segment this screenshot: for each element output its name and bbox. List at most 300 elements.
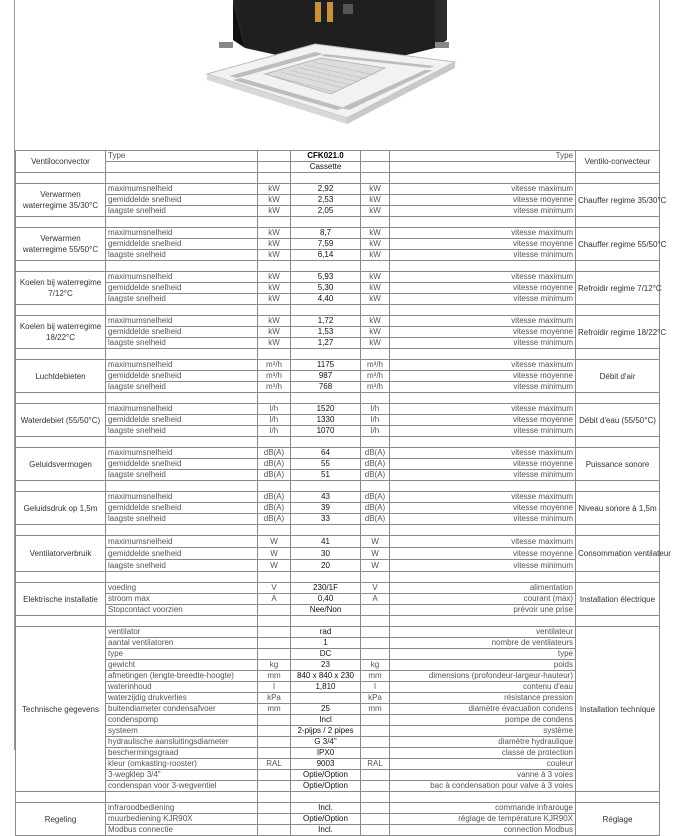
unit-left xyxy=(258,803,291,814)
group-label-nl: Ventilatorverbruik xyxy=(16,536,106,572)
param-nl: waterzijdig drukverlies xyxy=(106,693,258,704)
param-nl: laagste snelheid xyxy=(106,206,258,217)
value: 55 xyxy=(291,459,361,470)
unit-right: m³/h xyxy=(361,371,390,382)
param-nl: Stopcontact voorzien xyxy=(106,605,258,616)
unit-left: kW xyxy=(258,228,291,239)
unit-right: dB(A) xyxy=(361,459,390,470)
unit-left: kW xyxy=(258,316,291,327)
param-fr: vitesse moyenne xyxy=(390,283,576,294)
unit-left xyxy=(258,825,291,836)
param-nl: maximumsnelheid xyxy=(106,316,258,327)
param-fr: classe de protection xyxy=(390,748,576,759)
unit-right: kW xyxy=(361,184,390,195)
unit-right xyxy=(361,814,390,825)
param-nl: maximumsnelheid xyxy=(106,404,258,415)
unit-left: m³/h xyxy=(258,382,291,393)
group-separator xyxy=(16,305,660,316)
unit-left xyxy=(258,770,291,781)
header-subrow xyxy=(16,162,660,173)
unit-right: kW xyxy=(361,272,390,283)
param-fr: vitesse minimum xyxy=(390,250,576,261)
group-separator xyxy=(16,261,660,272)
spec-row xyxy=(16,470,660,481)
group-label-nl: Technische gegevens xyxy=(16,627,106,792)
param-nl: laagste snelheid xyxy=(106,560,258,572)
spec-row xyxy=(16,715,660,726)
param-nl: maximumsnelheid xyxy=(106,272,258,283)
group-separator xyxy=(16,217,660,228)
group-separator xyxy=(16,393,660,404)
param-nl: laagste snelheid xyxy=(106,426,258,437)
unit-right: dB(A) xyxy=(361,514,390,525)
spec-row xyxy=(16,671,660,682)
param-fr: vanne à 3 voies xyxy=(390,770,576,781)
param-fr: diamètre hydraulique xyxy=(390,737,576,748)
value: 0,40 xyxy=(291,594,361,605)
spec-row xyxy=(16,693,660,704)
value: 768 xyxy=(291,382,361,393)
param-fr: vitesse minimum xyxy=(390,382,576,393)
value: 230/1F xyxy=(291,583,361,594)
param-nl: gemiddelde snelheid xyxy=(106,195,258,206)
param-fr: alimentation xyxy=(390,583,576,594)
group-label-fr: Chauffer regime 55/50°C xyxy=(576,228,660,261)
spec-row xyxy=(16,682,660,693)
param-nl: maximumsnelheid xyxy=(106,228,258,239)
type-label-nl: Type xyxy=(106,151,258,162)
spec-row xyxy=(16,382,660,393)
unit-right: kW xyxy=(361,316,390,327)
spec-row xyxy=(16,426,660,437)
group-label-fr: Refroidir regime 18/22°C xyxy=(576,316,660,349)
value: 33 xyxy=(291,514,361,525)
param-fr: vitesse minimum xyxy=(390,338,576,349)
unit-left: dB(A) xyxy=(258,492,291,503)
spec-row xyxy=(16,184,660,195)
spec-row xyxy=(16,781,660,792)
param-nl: laagste snelheid xyxy=(106,470,258,481)
group-label-nl: Elektrische installatie xyxy=(16,583,106,616)
unit-right: W xyxy=(361,560,390,572)
param-fr: résistance pression xyxy=(390,693,576,704)
unit-left: l/h xyxy=(258,426,291,437)
value: 51 xyxy=(291,470,361,481)
param-fr: vitesse maximum xyxy=(390,316,576,327)
param-fr: vitesse minimum xyxy=(390,426,576,437)
param-fr: vitesse moyenne xyxy=(390,415,576,426)
unit-left: kPa xyxy=(258,693,291,704)
group-label-fr: Débit d'eau (55/50°C) xyxy=(576,404,660,437)
unit-right: kPa xyxy=(361,693,390,704)
value: 8,7 xyxy=(291,228,361,239)
header-row xyxy=(16,151,660,162)
param-nl: laagste snelheid xyxy=(106,250,258,261)
unit-left xyxy=(258,715,291,726)
value: Optie/Option xyxy=(291,770,361,781)
param-fr: vitesse moyenne xyxy=(390,503,576,514)
unit-left: kW xyxy=(258,206,291,217)
param-fr: ventilateur xyxy=(390,627,576,638)
spec-row xyxy=(16,316,660,327)
spec-row xyxy=(16,726,660,737)
group-label-fr: Niveau sonore à 1,5m xyxy=(576,492,660,525)
value: Optie/Option xyxy=(291,781,361,792)
value: 1,53 xyxy=(291,327,361,338)
value: 840 x 840 x 230 xyxy=(291,671,361,682)
param-nl: buitendiameter condensafvoer xyxy=(106,704,258,715)
value: 1 xyxy=(291,638,361,649)
unit-left xyxy=(258,737,291,748)
unit-left: A xyxy=(258,594,291,605)
value: 2,92 xyxy=(291,184,361,195)
param-fr: vitesse moyenne xyxy=(390,327,576,338)
unit-right: RAL xyxy=(361,759,390,770)
spec-row xyxy=(16,560,660,572)
unit-left: kW xyxy=(258,338,291,349)
unit-left: kW xyxy=(258,294,291,305)
param-fr: vitesse maximum xyxy=(390,404,576,415)
group-label-nl: Waterdebiet (55/50°C) xyxy=(16,404,106,437)
unit-right: kg xyxy=(361,660,390,671)
spec-row xyxy=(16,327,660,338)
spec-row xyxy=(16,770,660,781)
param-nl: maximumsnelheid xyxy=(106,536,258,548)
param-fr: vitesse minimum xyxy=(390,206,576,217)
spec-row xyxy=(16,294,660,305)
unit-right: kW xyxy=(361,327,390,338)
unit-left: dB(A) xyxy=(258,448,291,459)
unit-right xyxy=(361,825,390,836)
unit-right: kW xyxy=(361,338,390,349)
spec-row xyxy=(16,825,660,836)
param-fr: dimensions (profondeur-largeur-hauteur) xyxy=(390,671,576,682)
value: Incl. xyxy=(291,803,361,814)
param-nl: stroom max xyxy=(106,594,258,605)
unit-right: dB(A) xyxy=(361,503,390,514)
spec-row xyxy=(16,627,660,638)
param-nl: gemiddelde snelheid xyxy=(106,415,258,426)
unit-right: m³/h xyxy=(361,360,390,371)
value: 1,810 xyxy=(291,682,361,693)
group-label-fr: Refroidir regime 7/12°C xyxy=(576,272,660,305)
unit-left xyxy=(258,638,291,649)
spec-row xyxy=(16,638,660,649)
group-label-fr: Installation technique xyxy=(576,627,660,792)
unit-right: l/h xyxy=(361,415,390,426)
unit-left xyxy=(258,605,291,616)
param-fr: courant (max) xyxy=(390,594,576,605)
unit-left: dB(A) xyxy=(258,514,291,525)
value: 987 xyxy=(291,371,361,382)
unit-right xyxy=(361,748,390,759)
spec-row xyxy=(16,536,660,548)
spec-row xyxy=(16,503,660,514)
unit-left: dB(A) xyxy=(258,459,291,470)
unit-right xyxy=(361,781,390,792)
spec-row xyxy=(16,338,660,349)
param-fr: poids xyxy=(390,660,576,671)
spec-row xyxy=(16,737,660,748)
group-label-fr: Réglage xyxy=(576,803,660,836)
unit-right xyxy=(361,649,390,660)
unit-right: kW xyxy=(361,283,390,294)
param-fr: contenu d'eau xyxy=(390,682,576,693)
unit-right: mm xyxy=(361,671,390,682)
unit-right: m³/h xyxy=(361,382,390,393)
value: Incl xyxy=(291,715,361,726)
param-nl: systeem xyxy=(106,726,258,737)
unit-left xyxy=(258,627,291,638)
value xyxy=(291,693,361,704)
value: 43 xyxy=(291,492,361,503)
param-fr: réglage de température KJR90X xyxy=(390,814,576,825)
unit-left: mm xyxy=(258,704,291,715)
param-nl: muurbediening KJR90X xyxy=(106,814,258,825)
group-separator xyxy=(16,525,660,536)
value: 20 xyxy=(291,560,361,572)
value: rad xyxy=(291,627,361,638)
unit-left: mm xyxy=(258,671,291,682)
param-fr: vitesse maximum xyxy=(390,228,576,239)
group-label-nl: Luchtdebieten xyxy=(16,360,106,393)
unit-left: W xyxy=(258,536,291,548)
value: 41 xyxy=(291,536,361,548)
unit-left: m³/h xyxy=(258,360,291,371)
param-nl: Modbus connectie xyxy=(106,825,258,836)
param-nl: type xyxy=(106,649,258,660)
param-nl: afmetingen (lengte-breedte-hoogte) xyxy=(106,671,258,682)
param-nl: condenspan voor 3-wegventiel xyxy=(106,781,258,792)
spec-row xyxy=(16,459,660,470)
unit-right xyxy=(361,737,390,748)
value: DC xyxy=(291,649,361,660)
right-title: Ventilo-convecteur xyxy=(576,151,660,173)
spec-row xyxy=(16,704,660,715)
spec-row xyxy=(16,649,660,660)
param-nl: gemiddelde snelheid xyxy=(106,327,258,338)
spec-row xyxy=(16,594,660,605)
param-fr: vitesse maximum xyxy=(390,184,576,195)
value: 7,59 xyxy=(291,239,361,250)
value: 1175 xyxy=(291,360,361,371)
group-label-fr: Installation électrique xyxy=(576,583,660,616)
unit-right xyxy=(361,715,390,726)
param-fr: commande infrarouge xyxy=(390,803,576,814)
group-label-fr: Puissance sonore xyxy=(576,448,660,481)
value: 23 xyxy=(291,660,361,671)
spec-row xyxy=(16,514,660,525)
spec-row xyxy=(16,605,660,616)
value: 9003 xyxy=(291,759,361,770)
param-nl: gemiddelde snelheid xyxy=(106,371,258,382)
group-label-nl: Koelen bij waterregime 7/12°C xyxy=(16,272,106,305)
unit-right xyxy=(361,605,390,616)
value: Optie/Option xyxy=(291,814,361,825)
unit-right: dB(A) xyxy=(361,492,390,503)
unit-left: kW xyxy=(258,327,291,338)
param-fr: vitesse moyenne xyxy=(390,371,576,382)
value: 5,93 xyxy=(291,272,361,283)
param-fr: vitesse minimum xyxy=(390,470,576,481)
unit-left: kg xyxy=(258,660,291,671)
unit-left: m³/h xyxy=(258,371,291,382)
unit-left: l/h xyxy=(258,404,291,415)
group-label-fr: Chauffer regime 35/30°C xyxy=(576,184,660,217)
unit-right: kW xyxy=(361,206,390,217)
group-label-nl: Verwarmen waterregime 35/30°C xyxy=(16,184,106,217)
param-nl: beschermingsgraad xyxy=(106,748,258,759)
group-separator xyxy=(16,572,660,583)
param-nl: laagste snelheid xyxy=(106,514,258,525)
unit-right: l xyxy=(361,682,390,693)
group-separator xyxy=(16,437,660,448)
param-nl: voeding xyxy=(106,583,258,594)
value: 1,27 xyxy=(291,338,361,349)
unit-right: kW xyxy=(361,250,390,261)
group-separator xyxy=(16,173,660,184)
param-nl: condenspomp xyxy=(106,715,258,726)
unit-left: kW xyxy=(258,250,291,261)
group-label-nl: Regeling xyxy=(16,803,106,836)
unit-left: RAL xyxy=(258,759,291,770)
unit-right: W xyxy=(361,548,390,560)
spec-row xyxy=(16,206,660,217)
param-nl: ventilator xyxy=(106,627,258,638)
cassette-unit-illustration xyxy=(15,0,659,150)
spec-row xyxy=(16,492,660,503)
unit-left: l/h xyxy=(258,415,291,426)
value: 39 xyxy=(291,503,361,514)
model-type: Cassette xyxy=(291,162,361,173)
group-separator xyxy=(16,792,660,803)
unit-right xyxy=(361,803,390,814)
param-fr: type xyxy=(390,649,576,660)
unit-left xyxy=(258,781,291,792)
param-nl: gemiddelde snelheid xyxy=(106,503,258,514)
param-fr: connection Modbus xyxy=(390,825,576,836)
param-fr: vitesse maximum xyxy=(390,536,576,548)
value: 1,72 xyxy=(291,316,361,327)
unit-left xyxy=(258,814,291,825)
spec-row xyxy=(16,283,660,294)
group-label-nl: Verwarmen waterregime 55/50°C xyxy=(16,228,106,261)
spec-row xyxy=(16,660,660,671)
unit-right: kW xyxy=(361,195,390,206)
unit-left xyxy=(258,649,291,660)
param-nl: 3-wegklep 3/4" xyxy=(106,770,258,781)
unit-left: dB(A) xyxy=(258,503,291,514)
group-separator xyxy=(16,349,660,360)
param-nl: gewicht xyxy=(106,660,258,671)
value: 1070 xyxy=(291,426,361,437)
param-fr: vitesse minimum xyxy=(390,294,576,305)
value: Nee/Non xyxy=(291,605,361,616)
param-nl: hydraulische aansluitingsdiameter xyxy=(106,737,258,748)
param-fr: bac à condensation pour valve à 3 voies xyxy=(390,781,576,792)
unit-right: dB(A) xyxy=(361,470,390,481)
param-fr: diamètre évacuation condens xyxy=(390,704,576,715)
spec-row xyxy=(16,371,660,382)
unit-left: W xyxy=(258,548,291,560)
value: 2,05 xyxy=(291,206,361,217)
unit-left: l xyxy=(258,682,291,693)
specification-table xyxy=(15,150,671,836)
spec-row xyxy=(16,239,660,250)
unit-left: kW xyxy=(258,283,291,294)
spec-row xyxy=(16,548,660,560)
unit-left: kW xyxy=(258,272,291,283)
unit-right: V xyxy=(361,583,390,594)
unit-right: kW xyxy=(361,239,390,250)
value: 6,14 xyxy=(291,250,361,261)
value: 1520 xyxy=(291,404,361,415)
group-label-nl: Geluidsvermogen xyxy=(16,448,106,481)
unit-right xyxy=(361,770,390,781)
spec-row xyxy=(16,195,660,206)
unit-left xyxy=(258,726,291,737)
group-label-nl: Geluidsdruk op 1,5m xyxy=(16,492,106,525)
spec-row xyxy=(16,759,660,770)
param-fr: pompe de condens xyxy=(390,715,576,726)
param-nl: aantal ventilatoren xyxy=(106,638,258,649)
unit-left: kW xyxy=(258,184,291,195)
param-nl: maximumsnelheid xyxy=(106,448,258,459)
spec-sheet xyxy=(14,0,671,835)
spec-row xyxy=(16,228,660,239)
param-nl: kleur (omkasting-rooster) xyxy=(106,759,258,770)
param-fr: système xyxy=(390,726,576,737)
unit-right xyxy=(361,726,390,737)
param-nl: infraroodbediening xyxy=(106,803,258,814)
model-name: CFK021.0 xyxy=(291,151,361,162)
unit-right xyxy=(361,638,390,649)
group-label-fr: Consommation ventilateur xyxy=(576,536,660,572)
unit-right: l/h xyxy=(361,404,390,415)
param-fr: vitesse moyenne xyxy=(390,195,576,206)
unit-right: mm xyxy=(361,704,390,715)
unit-right: kW xyxy=(361,228,390,239)
param-nl: laagste snelheid xyxy=(106,382,258,393)
unit-left: V xyxy=(258,583,291,594)
param-fr: vitesse minimum xyxy=(390,560,576,572)
param-fr: vitesse moyenne xyxy=(390,548,576,560)
param-fr: vitesse maximum xyxy=(390,360,576,371)
param-fr: vitesse maximum xyxy=(390,448,576,459)
param-nl: gemiddelde snelheid xyxy=(106,283,258,294)
unit-right xyxy=(361,627,390,638)
value: 1330 xyxy=(291,415,361,426)
product-photo xyxy=(15,0,659,150)
left-title: Ventiloconvector xyxy=(16,151,106,173)
type-label-fr: Type xyxy=(390,151,576,162)
spec-row xyxy=(16,748,660,759)
unit-right: dB(A) xyxy=(361,448,390,459)
param-nl: gemiddelde snelheid xyxy=(106,459,258,470)
value: 2,53 xyxy=(291,195,361,206)
param-nl: maximumsnelheid xyxy=(106,184,258,195)
value: G 3/4" xyxy=(291,737,361,748)
param-nl: maximumsnelheid xyxy=(106,492,258,503)
spec-row xyxy=(16,583,660,594)
param-nl: waterinhoud xyxy=(106,682,258,693)
param-nl: maximumsnelheid xyxy=(106,360,258,371)
spec-row xyxy=(16,415,660,426)
param-fr: nombre de ventilateurs xyxy=(390,638,576,649)
value: IPX0 xyxy=(291,748,361,759)
group-label-nl: Koelen bij waterregime 18/22°C xyxy=(16,316,106,349)
param-nl: laagste snelheid xyxy=(106,294,258,305)
